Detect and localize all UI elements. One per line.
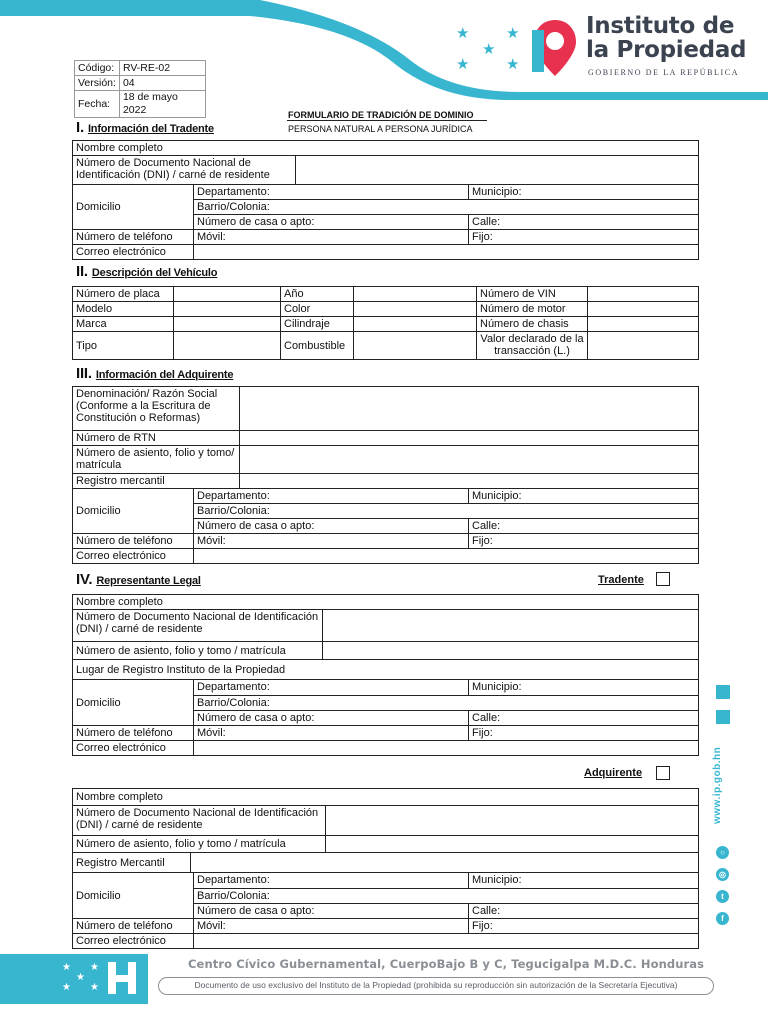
municipio-field[interactable] — [468, 184, 699, 200]
section-title: Descripción del Vehículo — [91, 267, 218, 279]
calle-field[interactable] — [468, 710, 699, 726]
telefono-label — [72, 725, 194, 741]
departamento-field[interactable] — [193, 488, 469, 504]
anio-field[interactable] — [353, 286, 477, 302]
chasis-field[interactable] — [587, 316, 699, 332]
fijo-field[interactable] — [468, 725, 699, 741]
side-square — [716, 710, 730, 724]
field-label: Número de asiento, folio y tomo / matrícula — [76, 838, 286, 850]
location-pin-logo — [530, 18, 580, 78]
field-label: Número de teléfono — [76, 231, 173, 243]
correo-label — [72, 933, 194, 949]
field-label: Número de casa o apto: — [197, 712, 315, 724]
twitter-icon[interactable]: t — [716, 890, 729, 903]
correo-label — [72, 548, 194, 564]
field-label: Correo electrónico — [76, 935, 166, 947]
field-label: Móvil: — [197, 535, 226, 547]
vin-label — [476, 286, 588, 302]
lugar-registro-field[interactable] — [72, 659, 699, 680]
correo-label — [72, 244, 194, 260]
domicilio-label — [72, 184, 194, 230]
field-label: Barrio/Colonia: — [197, 890, 270, 902]
adquirente-checkbox[interactable] — [656, 766, 670, 780]
barrio-field[interactable] — [193, 695, 699, 711]
field-label: Fijo: — [472, 535, 493, 547]
circle-icon[interactable]: ○ — [716, 846, 729, 859]
instagram-icon[interactable]: ◎ — [716, 868, 729, 881]
org-name-line2: la Propiedad — [586, 37, 747, 63]
marca-field[interactable] — [173, 316, 281, 332]
valor-field[interactable] — [587, 331, 699, 360]
field-label: Cilindraje — [284, 318, 330, 330]
domicilio-label — [72, 872, 194, 919]
field-label: Departamento: — [197, 186, 270, 198]
field-label: Móvil: — [197, 727, 226, 739]
departamento-field[interactable] — [193, 679, 469, 696]
casa-field[interactable] — [193, 214, 469, 230]
tradente-checkbox[interactable] — [656, 572, 670, 586]
nombre-completo-field[interactable] — [72, 594, 699, 610]
field-label: Barrio/Colonia: — [197, 505, 270, 517]
field-label: Calle: — [472, 712, 501, 724]
footer-address: Centro Cívico Gubernamental, CuerpoBajo B y C, Tegucigalpa M.D.C. Honduras — [188, 957, 705, 971]
fijo-field[interactable] — [468, 533, 699, 549]
dni-label — [72, 805, 326, 836]
section-1-heading — [76, 119, 214, 136]
website-text: www.ip.gob.hn — [712, 746, 723, 824]
field-label: Domicilio — [76, 696, 121, 709]
code-row — [75, 61, 206, 76]
field-label: Año — [284, 288, 304, 300]
code-value: RV-RE-02 — [119, 61, 205, 76]
footer-note: Documento de uso exclusivo del Instituto de la Propiedad (prohibida su reproducción sin autorización de la Secretaría Ejecutiva) — [158, 977, 714, 995]
modelo-label — [72, 301, 174, 317]
field-label: Número de VIN — [480, 288, 556, 300]
code-label: Código: — [75, 61, 120, 76]
movil-field[interactable] — [193, 229, 469, 245]
field-label: Domicilio — [76, 889, 121, 902]
field-label: Departamento: — [197, 681, 270, 693]
field-label: Número de asiento, folio y tomo/ matrícula — [76, 447, 235, 471]
rtn-field[interactable] — [239, 430, 699, 446]
placa-label — [72, 286, 174, 302]
version-value: 04 — [119, 76, 205, 91]
municipio-field[interactable] — [468, 872, 699, 889]
correo-field[interactable] — [193, 933, 699, 949]
movil-field[interactable] — [193, 918, 469, 934]
field-label: Modelo — [76, 303, 113, 315]
registro-mercantil-label — [72, 473, 240, 489]
field-label: Número de motor — [480, 303, 566, 315]
cilindraje-field[interactable] — [353, 316, 477, 332]
field-label: Número de casa o apto: — [197, 520, 315, 532]
star-icon: ★ — [62, 982, 71, 993]
dni-field[interactable] — [295, 155, 699, 185]
registro-mercantil-field[interactable] — [190, 852, 699, 873]
field-label: Nombre completo — [76, 596, 163, 608]
departamento-field[interactable] — [193, 184, 469, 200]
casa-field[interactable] — [193, 903, 469, 919]
date-label: Fecha: — [75, 91, 120, 118]
section-number: III. — [76, 365, 92, 382]
calle-field[interactable] — [468, 518, 699, 534]
section-4-heading — [76, 571, 201, 588]
section-3-heading — [76, 365, 233, 382]
field-label: Calle: — [472, 520, 501, 532]
field-label: Combustible — [284, 339, 346, 352]
field-label: Correo electrónico — [76, 246, 166, 258]
side-square — [716, 685, 730, 699]
version-row — [75, 76, 206, 91]
calle-field[interactable] — [468, 903, 699, 919]
domicilio-label — [72, 488, 194, 534]
form-subtitle: PERSONA NATURAL A PERSONA JURÍDICA — [288, 124, 473, 134]
date-row — [75, 91, 206, 118]
star-icon: ★ — [456, 25, 470, 42]
field-label: Registro mercantil — [76, 475, 165, 487]
tradente-label: Tradente — [598, 574, 644, 586]
field-label: Número de teléfono — [76, 727, 173, 739]
field-label: Número de teléfono — [76, 535, 173, 547]
casa-field[interactable] — [193, 518, 469, 534]
domicilio-label — [72, 679, 194, 726]
star-icon: ★ — [90, 982, 99, 993]
combustible-label — [280, 331, 354, 360]
star-icon: ★ — [76, 972, 85, 983]
asiento-field[interactable] — [239, 445, 699, 474]
asiento-field[interactable] — [325, 835, 699, 853]
facebook-icon[interactable]: f — [716, 912, 729, 925]
field-label: Barrio/Colonia: — [197, 697, 270, 709]
nombre-completo-field[interactable] — [72, 788, 699, 806]
field-label: Número de Documento Nacional de Identificación (DNI) / carné de residente — [76, 807, 319, 831]
telefono-label — [72, 918, 194, 934]
nombre-completo-field[interactable] — [72, 140, 699, 156]
star-icon: ★ — [506, 25, 520, 42]
star-icon: ★ — [506, 56, 520, 73]
barrio-field[interactable] — [193, 199, 699, 215]
field-label: Denominación/ Razón Social (Conforme a la Escritura de Constitución o Reformas) — [76, 388, 218, 424]
field-label: Domicilio — [76, 201, 121, 213]
field-label: Número de casa o apto: — [197, 216, 315, 228]
field-label: Lugar de Registro Instituto de la Propiedad — [76, 663, 286, 676]
rtn-label — [72, 430, 240, 446]
section-title: Información del Tradente — [87, 123, 214, 135]
razon-social-label — [72, 386, 240, 431]
field-label: Número de teléfono — [76, 920, 173, 932]
motor-field[interactable] — [587, 301, 699, 317]
registro-mercantil-field[interactable] — [239, 473, 699, 489]
star-icon: ★ — [482, 41, 496, 58]
asiento-field[interactable] — [322, 641, 699, 660]
dni-label — [72, 155, 296, 185]
field-label: Móvil: — [197, 231, 226, 243]
field-label: Fijo: — [472, 727, 493, 739]
asiento-label — [72, 641, 323, 660]
combustible-field[interactable] — [353, 331, 477, 360]
cilindraje-label — [280, 316, 354, 332]
dni-label — [72, 609, 323, 642]
razon-social-field[interactable] — [239, 386, 699, 431]
document-code-box — [74, 60, 206, 118]
casa-field[interactable] — [193, 710, 469, 726]
star-icon: ★ — [90, 962, 99, 973]
field-label: Número de Documento Nacional de Identificación (DNI) / carné de residente — [76, 611, 319, 635]
barrio-field[interactable] — [193, 888, 699, 904]
tipo-field[interactable] — [173, 331, 281, 360]
field-label: Correo electrónico — [76, 742, 166, 754]
departamento-field[interactable] — [193, 872, 469, 889]
tipo-label — [72, 331, 174, 360]
field-label: Número de placa — [76, 288, 160, 300]
form-title: FORMULARIO DE TRADICIÓN DE DOMINIO — [288, 110, 474, 120]
field-label: Municipio: — [472, 490, 522, 502]
field-label: Municipio: — [472, 681, 522, 693]
chasis-label — [476, 316, 588, 332]
section-number: I. — [76, 119, 84, 136]
modelo-field[interactable] — [173, 301, 281, 317]
field-label: Departamento: — [197, 874, 270, 886]
field-label: Municipio: — [472, 186, 522, 198]
field-label: Fijo: — [472, 231, 493, 243]
section-title: Información del Adquirente — [95, 369, 234, 381]
field-label: Registro Mercantil — [76, 856, 165, 869]
asiento-label — [72, 445, 240, 474]
marca-label — [72, 316, 174, 332]
field-label: Nombre completo — [76, 791, 163, 803]
section-number: IV. — [76, 571, 93, 588]
dni-field[interactable] — [325, 805, 699, 836]
municipio-field[interactable] — [468, 488, 699, 504]
field-label: Calle: — [472, 216, 501, 228]
fijo-field[interactable] — [468, 229, 699, 245]
field-label: Valor declarado de la transacción (L.) — [480, 333, 584, 357]
field-label: Municipio: — [472, 874, 522, 886]
correo-field[interactable] — [193, 244, 699, 260]
section-2-heading — [76, 263, 217, 280]
correo-field[interactable] — [193, 740, 699, 756]
municipio-field[interactable] — [468, 679, 699, 696]
fijo-field[interactable] — [468, 918, 699, 934]
field-label: Número de casa o apto: — [197, 905, 315, 917]
registro-mercantil-label — [72, 852, 191, 873]
field-label: Número de Documento Nacional de Identificación (DNI) / carné de residente — [76, 157, 270, 181]
color-field[interactable] — [353, 301, 477, 317]
title-underline — [287, 120, 487, 121]
field-label: Marca — [76, 318, 107, 330]
version-label: Versión: — [75, 76, 120, 91]
field-label: Móvil: — [197, 920, 226, 932]
correo-label — [72, 740, 194, 756]
telefono-label — [72, 229, 194, 245]
barrio-field[interactable] — [193, 503, 699, 519]
asiento-label — [72, 835, 326, 853]
star-icon: ★ — [62, 962, 71, 973]
movil-field[interactable] — [193, 533, 469, 549]
org-name-line1: Instituto de — [586, 13, 735, 39]
field-label: Calle: — [472, 905, 501, 917]
field-label: Color — [284, 303, 311, 315]
dni-field[interactable] — [322, 609, 699, 642]
telefono-label — [72, 533, 194, 549]
field-label: Departamento: — [197, 490, 270, 502]
field-label: Correo electrónico — [76, 550, 166, 562]
movil-field[interactable] — [193, 725, 469, 741]
valor-label — [476, 331, 588, 360]
section-title: Representante Legal — [96, 575, 201, 587]
field-label: Barrio/Colonia: — [197, 201, 270, 213]
field-label: Número de chasis — [480, 318, 569, 330]
section-number: II. — [76, 263, 88, 280]
footer-band — [0, 954, 148, 1004]
star-icon: ★ — [456, 56, 470, 73]
h-logo — [106, 958, 138, 998]
date-value: 18 de mayo 2022 — [119, 91, 205, 118]
calle-field[interactable] — [468, 214, 699, 230]
field-label: Número de RTN — [76, 432, 156, 444]
adquirente-label: Adquirente — [584, 767, 643, 779]
color-label — [280, 301, 354, 317]
vin-field[interactable] — [587, 286, 699, 302]
org-subtitle: GOBIERNO DE LA REPÚBLICA — [588, 68, 740, 77]
correo-field[interactable] — [193, 548, 699, 564]
field-label: Domicilio — [76, 505, 121, 517]
field-label: Número de asiento, folio y tomo / matrícula — [76, 644, 286, 657]
field-label: Nombre completo — [76, 142, 163, 154]
placa-field[interactable] — [173, 286, 281, 302]
field-label: Fijo: — [472, 920, 493, 932]
org-name — [586, 14, 746, 62]
field-label: Tipo — [76, 339, 97, 352]
anio-label — [280, 286, 354, 302]
motor-label — [476, 301, 588, 317]
